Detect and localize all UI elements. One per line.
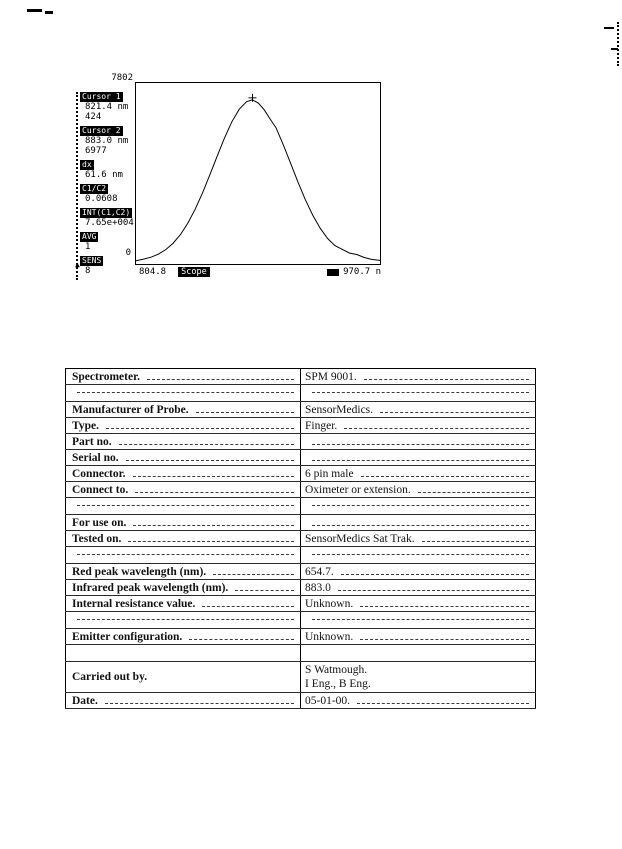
scan-artifact [604,27,614,29]
row-label: Connector. [72,468,126,480]
dashed-rule [364,379,529,380]
dashed-rule [133,525,294,526]
dashed-rule [77,619,294,620]
row-value: 05-01-00. [305,695,351,707]
dashed-rule [312,554,529,555]
dashed-rule [235,590,294,591]
table-row [66,531,536,547]
table-spacer-row [66,385,536,402]
dashed-rule [126,460,294,461]
row-value: Finger. [305,420,338,432]
panel-group [80,184,134,204]
row-label: Part no. [72,436,112,448]
dashed-rule [133,476,294,477]
x-axis-right-label: 970.7 n [343,267,381,277]
panel-value: 424 [85,112,102,122]
dashed-rule [312,444,529,445]
dashed-rule [312,525,529,526]
panel-value: 7.65e+004 [85,218,134,228]
row-value: Unknown. [305,598,354,610]
dashed-rule [147,379,294,380]
table-row [66,434,536,450]
dashed-rule [106,428,294,429]
scope-mode-badge: Scope [178,267,210,277]
panel-value: 821.4 nm [85,102,129,112]
panel-header: Cursor 2 [82,126,121,135]
panel-value: 883.0 nm [85,136,129,146]
dashed-rule [135,492,294,493]
table-spacer-row [66,645,536,662]
panel-value: 0.0608 [85,194,118,204]
row-value: I Eng., B Eng. [305,678,371,690]
dashed-rule [418,492,529,493]
panel-group [80,126,134,156]
dashed-rule [360,606,529,607]
row-label: Emitter configuration. [72,631,183,643]
dashed-rule [338,590,529,591]
row-value: 654.7. [305,566,334,578]
dashed-rule [312,460,529,461]
dashed-rule [77,554,294,555]
row-label: Type. [72,420,99,432]
row-label: Date. [72,695,98,707]
dashed-rule [213,574,294,575]
table-row [66,369,536,385]
dashed-rule [312,619,529,620]
row-label: Carried out by. [72,671,148,683]
scan-artifact [27,9,42,12]
row-value: S Watmough. [305,664,368,676]
spectrum-plot [136,83,380,264]
row-value: SensorMedics. [305,404,374,416]
dashed-rule [341,574,529,575]
dashed-rule [312,392,529,393]
row-label: For use on. [72,517,127,529]
y-axis-max-label: 7802 [111,73,133,83]
panel-value: 61.6 nm [85,170,123,180]
table-row [66,450,536,466]
dashed-rule [361,476,529,477]
table-row [66,402,536,418]
dashed-rule [105,703,294,704]
table-spacer-row [66,547,536,564]
row-label: Manufacturer of Probe. [72,404,189,416]
x-axis-row [135,267,381,277]
dashed-rule [312,505,529,506]
table-row [66,580,536,596]
dashed-rule [357,703,529,704]
row-label: Internal resistance value. [72,598,196,610]
dashed-rule [77,392,294,393]
scan-artifact [45,11,53,14]
dashed-rule [189,639,294,640]
x-axis-left-label: 804.8 [139,267,167,277]
table-row [66,662,536,693]
row-value: SensorMedics Sat Trak. [305,533,415,545]
dashed-rule [344,428,529,429]
axis-marker-chip [327,269,339,276]
up-arrow-icon: ▲ [75,260,80,269]
table-row [66,629,536,645]
dashed-rule [128,541,294,542]
dashed-rule [422,541,529,542]
panel-group [80,160,134,180]
panel-header: C1/C2 [82,184,107,193]
table-row [66,466,536,482]
row-value: 6 pin male [305,468,354,480]
table-row [66,418,536,434]
panel-header: SENS [82,256,102,265]
row-value: Unknown. [305,631,354,643]
panel-group [80,92,134,122]
row-label: Connect to. [72,484,129,496]
panel-header: INT(C1,C2) [82,208,131,217]
table-spacer-row [66,498,536,515]
probe-spec-table [65,368,536,709]
spectrum-curve [136,100,380,261]
dashed-rule [380,412,529,413]
row-value: Oximeter or extension. [305,484,411,496]
spectrometer-screen [75,72,389,286]
panel-group [80,208,134,228]
panel-group [80,256,134,276]
dashed-rule [202,606,294,607]
dashed-rule [119,444,294,445]
table-spacer-row [66,612,536,629]
plot-frame [135,82,381,265]
row-value: 883.0 [305,582,331,594]
row-label: Infrared peak wavelength (nm). [72,582,229,594]
row-label: Red peak wavelength (nm). [72,566,207,578]
table-row [66,564,536,580]
panel-value: 1 [85,242,91,252]
table-row [66,693,536,709]
table-row [66,596,536,612]
dashed-rule [196,412,294,413]
scan-artifact [617,22,619,66]
row-label: Serial no. [72,452,119,464]
table-row [66,482,536,498]
panel-header: dx [82,160,92,169]
table-row [66,515,536,531]
dashed-rule [77,505,294,506]
row-label: Tested on. [72,533,122,545]
panel-value: 6977 [85,146,107,156]
row-label: Spectrometer. [72,371,141,383]
panel-header: AVG [82,232,97,241]
y-axis-min-label: 0 [125,248,131,258]
panel-value: 8 [85,266,91,276]
dashed-rule [360,639,529,640]
panel-header: Cursor 1 [82,92,121,101]
row-value: SPM 9001. [305,371,357,383]
